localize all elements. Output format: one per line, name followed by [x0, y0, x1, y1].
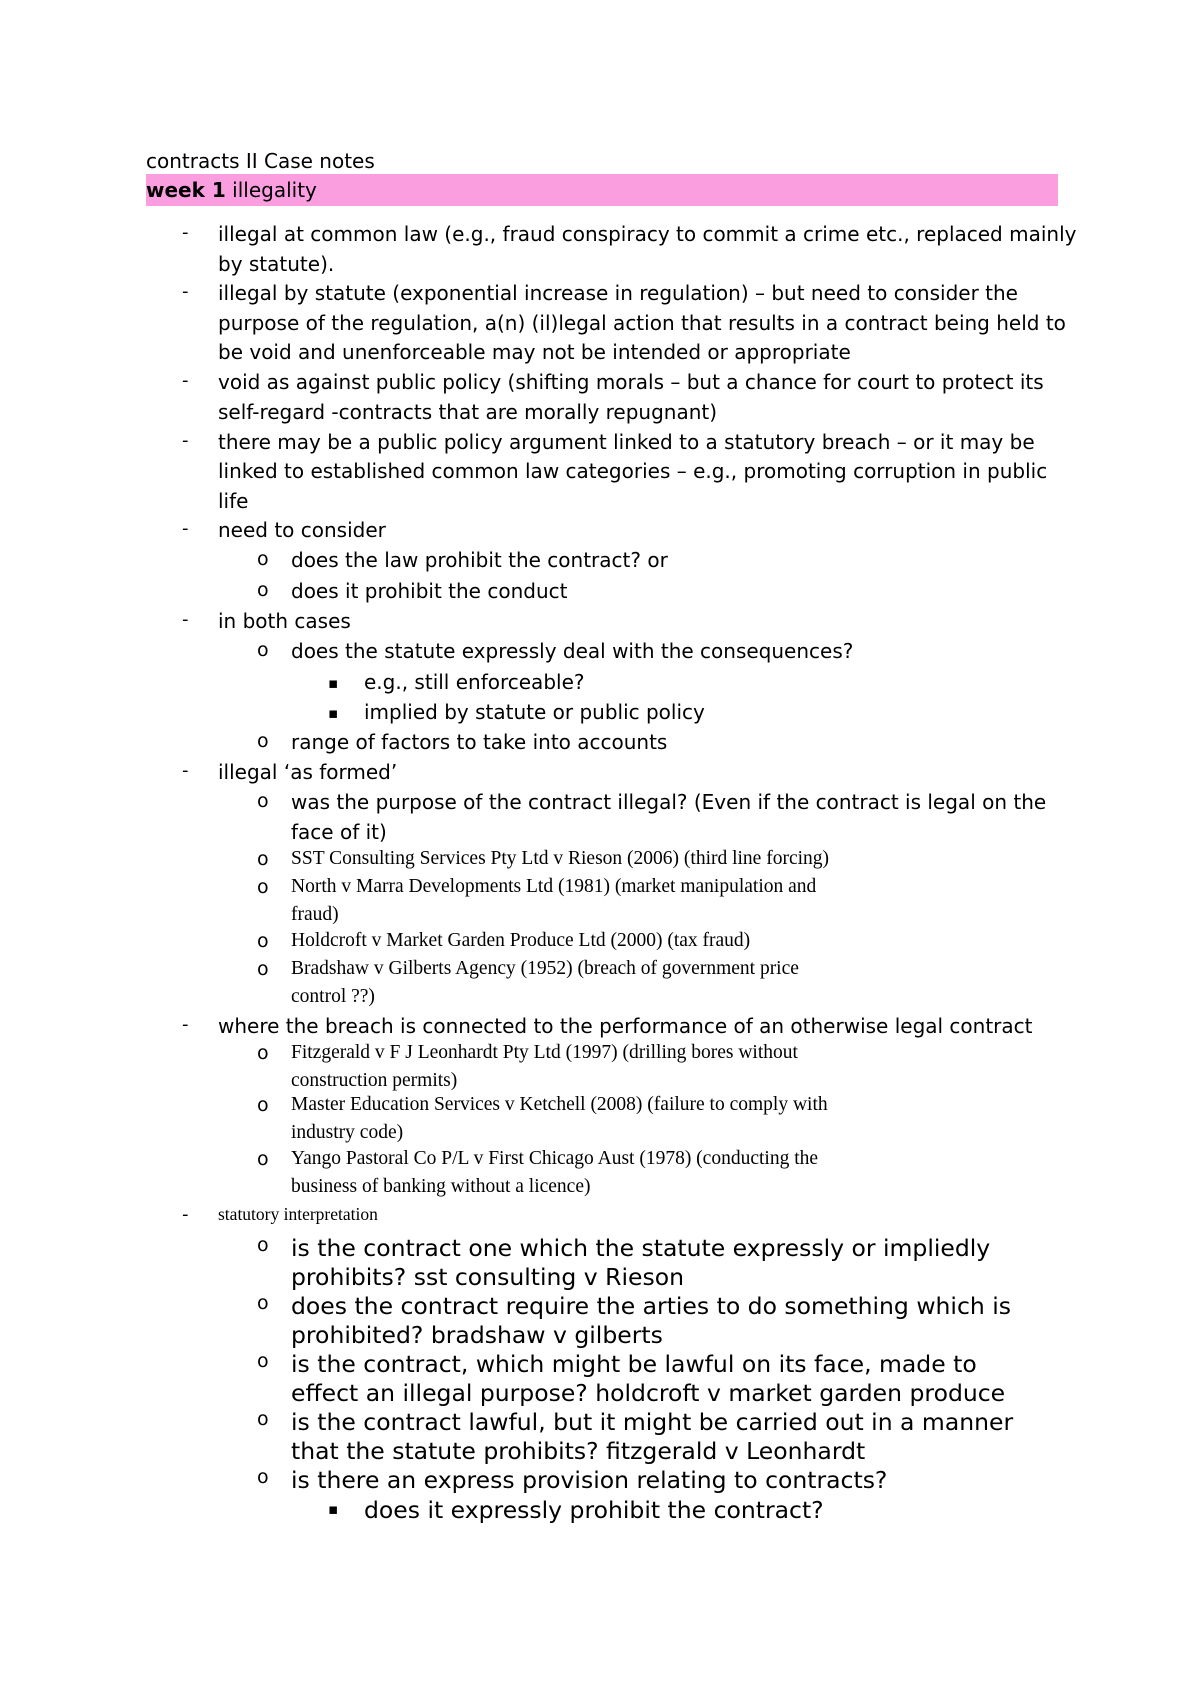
week-heading: [146, 178, 317, 202]
circle-bullet: o: [257, 1466, 269, 1488]
note-line: is the contract one which the statute expressly or impliedly: [291, 1234, 991, 1262]
note-line: does the law prohibit the contract? or: [291, 548, 668, 572]
note-line: North v Marra Developments Ltd (1981) (market manipulation and: [291, 876, 817, 897]
circle-bullet: o: [257, 1408, 269, 1430]
circle-bullet: o: [257, 876, 269, 898]
note-line: SST Consulting Services Pty Ltd v Rieson (2006) (third line forcing): [291, 848, 830, 869]
square-bullet: ▪: [328, 704, 339, 722]
note-line: Fitzgerald v F J Leonhardt Pty Ltd (1997) (drilling bores without: [291, 1042, 798, 1063]
circle-bullet: o: [257, 930, 269, 952]
dash-bullet: -: [182, 1014, 189, 1035]
note-line: effect an illegal purpose? holdcroft v market garden produce: [291, 1379, 1006, 1407]
note-line: purpose of the regulation, a(n) (il)legal action that results in a contract being held to: [218, 311, 1066, 335]
circle-bullet: o: [257, 730, 269, 752]
note-line: is there an express provision relating to contracts?: [291, 1466, 888, 1494]
note-line: face of it): [291, 820, 387, 844]
note-line: statutory interpretation: [218, 1204, 378, 1224]
note-line: that the statute prohibits? fitzgerald v Leonhardt: [291, 1437, 866, 1465]
dash-bullet: -: [182, 222, 189, 243]
note-line: fraud): [291, 904, 339, 925]
square-bullet: ▪: [328, 1500, 339, 1518]
note-line: illegal ‘as formed’: [218, 760, 398, 784]
circle-bullet: o: [257, 1042, 269, 1064]
note-line: range of factors to take into accounts: [291, 730, 668, 754]
note-line: illegal at common law (e.g., fraud conspiracy to commit a crime etc., replaced mainly: [218, 222, 1077, 246]
note-line: does it expressly prohibit the contract?: [364, 1496, 824, 1524]
note-line: by statute).: [218, 252, 335, 276]
circle-bullet: o: [257, 579, 269, 601]
dash-bullet: -: [182, 518, 189, 539]
note-line: Yango Pastoral Co P/L v First Chicago Aust (1978) (conducting the: [291, 1148, 819, 1169]
note-line: in both cases: [218, 609, 351, 633]
week-topic: illegality: [225, 178, 317, 202]
note-line: business of banking without a licence): [291, 1176, 591, 1197]
dash-bullet: -: [182, 609, 189, 630]
note-line: be void and unenforceable may not be intended or appropriate: [218, 340, 851, 364]
note-line: is the contract lawful, but it might be carried out in a manner: [291, 1408, 1014, 1436]
square-bullet: ▪: [328, 674, 339, 692]
note-line: does the statute expressly deal with the consequences?: [291, 639, 854, 663]
circle-bullet: o: [257, 958, 269, 980]
note-line: need to consider: [218, 518, 386, 542]
circle-bullet: o: [257, 1148, 269, 1170]
circle-bullet: o: [257, 1292, 269, 1314]
note-line: Master Education Services v Ketchell (2008) (failure to comply with: [291, 1094, 828, 1115]
circle-bullet: o: [257, 548, 269, 570]
dash-bullet: -: [182, 760, 189, 781]
note-line: Bradshaw v Gilberts Agency (1952) (breach of government price: [291, 958, 799, 979]
note-line: linked to established common law categories – e.g., promoting corruption in public: [218, 459, 1048, 483]
note-line: is the contract, which might be lawful on its face, made to: [291, 1350, 977, 1378]
note-line: prohibits? sst consulting v Rieson: [291, 1263, 684, 1291]
note-line: void as against public policy (shifting morals – but a chance for court to protect its: [218, 370, 1044, 394]
note-line: there may be a public policy argument linked to a statutory breach – or it may be: [218, 430, 1035, 454]
note-line: life: [218, 489, 249, 513]
page-title: contracts II Case notes: [146, 149, 375, 173]
note-line: where the breach is connected to the performance of an otherwise legal contract: [218, 1014, 1033, 1038]
week-number: week 1: [146, 178, 226, 202]
note-line: does it prohibit the conduct: [291, 579, 568, 603]
note-line: self-regard -contracts that are morally repugnant): [218, 400, 718, 424]
note-line: Holdcroft v Market Garden Produce Ltd (2000) (tax fraud): [291, 930, 751, 951]
dash-bullet: -: [182, 281, 189, 302]
circle-bullet: o: [257, 1094, 269, 1116]
note-line: was the purpose of the contract illegal? (Even if the contract is legal on the: [291, 790, 1047, 814]
circle-bullet: o: [257, 790, 269, 812]
note-line: prohibited? bradshaw v gilberts: [291, 1321, 663, 1349]
note-line: illegal by statute (exponential increase in regulation) – but need to consider the: [218, 281, 1018, 305]
circle-bullet: o: [257, 1234, 269, 1256]
circle-bullet: o: [257, 639, 269, 661]
note-line: construction permits): [291, 1070, 458, 1091]
dash-bullet: -: [182, 430, 189, 451]
circle-bullet: o: [257, 1350, 269, 1372]
note-line: industry code): [291, 1122, 404, 1143]
note-line: implied by statute or public policy: [364, 700, 705, 724]
note-line: does the contract require the arties to do something which is: [291, 1292, 1012, 1320]
dash-bullet: -: [182, 1204, 189, 1225]
dash-bullet: -: [182, 370, 189, 391]
note-line: control ??): [291, 986, 375, 1007]
circle-bullet: o: [257, 848, 269, 870]
note-line: e.g., still enforceable?: [364, 670, 585, 694]
